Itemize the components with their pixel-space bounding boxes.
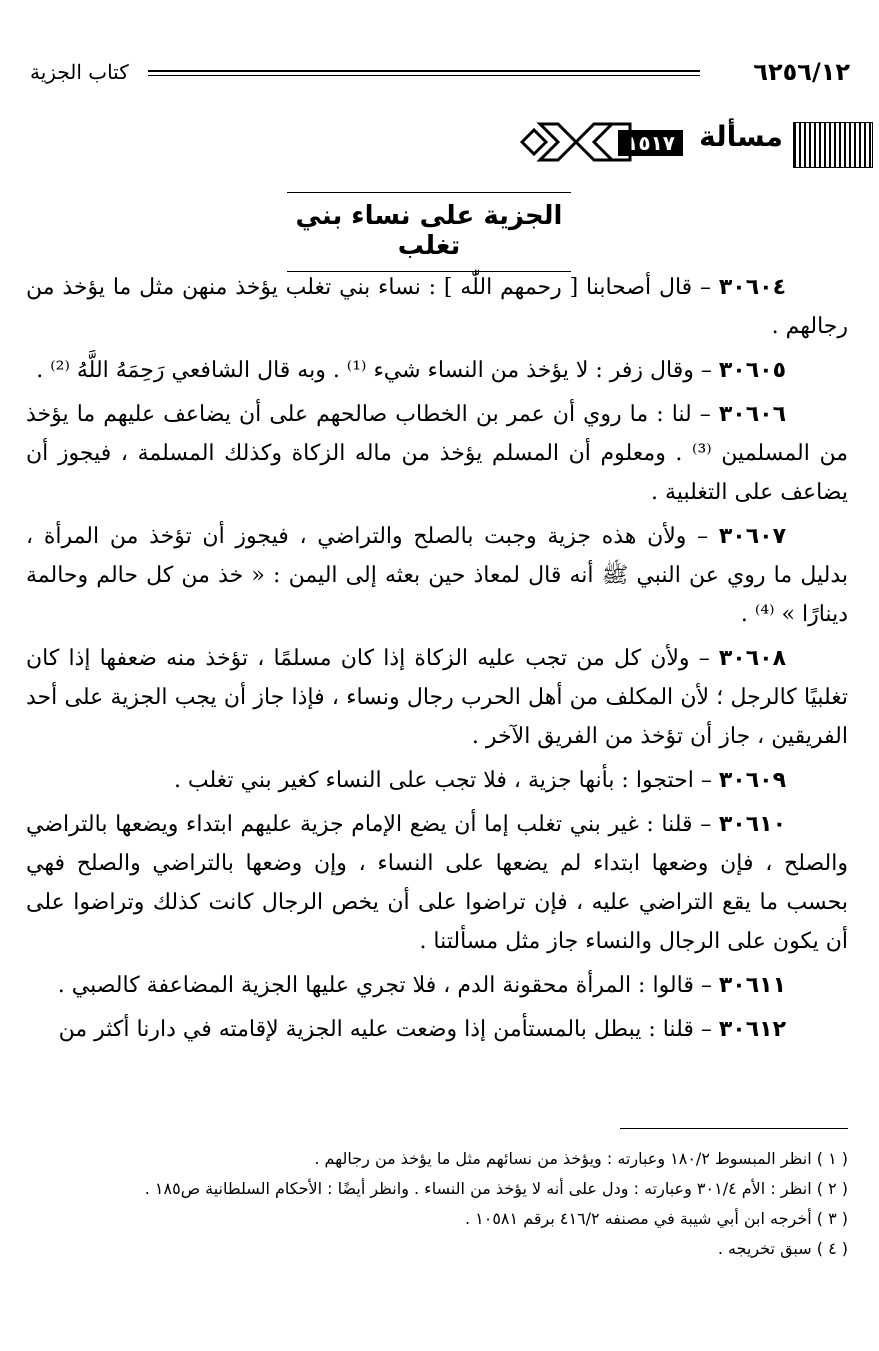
section-title: الجزية على نساء بني تغلب [287,192,571,272]
header-rule [148,70,700,72]
book-title: كتاب الجزية [30,60,129,84]
paragraph-text: – ولأن هذه جزية وجبت بالصلح والتراضي ، فيجوز أن تؤخذ من المرأة ، بدليل ما روي عن النبي ﷺ أنه قال لمعاذ حين بعثه إلى اليمن : « خذ من كل حالم وحالمة دينارًا » ⁽⁴⁾ . [26,524,848,627]
paragraph-number: ٣٠٦٠٩ [718,768,786,793]
footnote: ( ٤ ) سبق تخريجه . [717,1239,848,1258]
paragraph-text: – قلنا : غير بني تغلب إما أن يضع الإمام جزية عليهم ابتداء ويضعها بالتراضي والصلح ، فإن وضعها ابتداء لم يضعها على النساء ، وإن وضعها بالتراضي والصلح فهي بحسب ما يقع التراضي عليه ، فإن تراضوا على أن يخص الرجال كانت كذلك وتراضوا على أن يكون على الرجال والنساء جاز مثل مسألتنا . [26,812,848,954]
paragraph-text: – قلنا : يبطل بالمستأمن إذا وضعت عليه الجزية لإقامته في دارنا أكثر من [58,1017,719,1042]
paragraph [26,268,848,346]
issue-label: مسألة [699,120,783,153]
paragraph [26,351,848,390]
paragraph-number: ٣٠٦٠٦ [718,402,786,427]
paragraph-number: ٣٠٦١٠ [718,812,786,837]
footnotes [26,1144,848,1264]
paragraph-text: – لنا : ما روي أن عمر بن الخطاب صالحهم على أن يضاعف عليهم ما يؤخذ من المسلمين ⁽³⁾ . ومعلوم أن المسلم يؤخذ من ماله الزكاة وكذلك المسلمة ، فيجوز أن يضاعف على التغلبية . [26,402,848,505]
paragraph [26,1010,848,1049]
footnote: ( ١ ) انظر المبسوط ١٨٠/٢ وعبارته : ويؤخذ من نسائهم مثل ما يؤخذ من رجالهم . [314,1149,848,1168]
stripe-ornament [793,122,873,168]
paragraph-number: ٣٠٦١١ [718,973,786,998]
footnote: ( ٢ ) انظر : الأم ٣٠١/٤ وعبارته : ودل على أنه لا يؤخذ من النساء . وانظر أيضًا : الأحكام السلطانية ص١٨٥ . [144,1179,848,1198]
header-rule-thin [148,75,700,76]
page-reference: ٦٢٥٦/١٢ [753,58,850,86]
paragraph-number: ٣٠٦١٢ [718,1017,786,1042]
footnote: ( ٣ ) أخرجه ابن أبي شيبة في مصنفه ٤١٦/٢ برقم ١٠٥٨١ . [464,1209,848,1228]
paragraph [26,395,848,512]
paragraph-number: ٣٠٦٠٧ [718,524,786,549]
footnote-rule [620,1128,848,1129]
paragraph [26,966,848,1005]
running-header [30,58,850,88]
knot-ornament-icon [518,116,634,168]
body-text [26,268,848,1054]
paragraph [26,639,848,756]
paragraph-text: – احتجوا : بأنها جزية ، فلا تجب على النساء كغير بني تغلب . [173,768,719,793]
issue-number: ١٥١٧ [618,130,683,156]
paragraph-number: ٣٠٦٠٤ [718,275,786,300]
paragraph-text: – وقال زفر : لا يؤخذ من النساء شيء ⁽¹⁾ . وبه قال الشافعي رَحِمَهُ اللَّهُ ⁽²⁾ . [36,358,719,383]
paragraph [26,805,848,961]
paragraph [26,517,848,634]
paragraph-number: ٣٠٦٠٥ [718,358,786,383]
paragraph-text: – ولأن كل من تجب عليه الزكاة إذا كان مسلمًا ، تؤخذ منه ضعفها إذا كان تغلبيًا كالرجل ؛ لأن المكلف من أهل الحرب رجال ونساء ، فإذا جاز أن يجب الجزية على أحد الفريقين ، جاز أن تؤخذ من الفريق الآخر . [26,646,848,749]
paragraph [26,761,848,800]
paragraph-text: – قالوا : المرأة محقونة الدم ، فلا تجري عليها الجزية المضاعفة كالصبي . [57,973,719,998]
paragraph-number: ٣٠٦٠٨ [718,646,786,671]
issue-banner [0,116,879,172]
paragraph-text: – قال أصحابنا [ رحمهم اللّٰه ] : نساء بني تغلب يؤخذ منهن مثل ما يؤخذ من رجالهم . [26,275,848,339]
